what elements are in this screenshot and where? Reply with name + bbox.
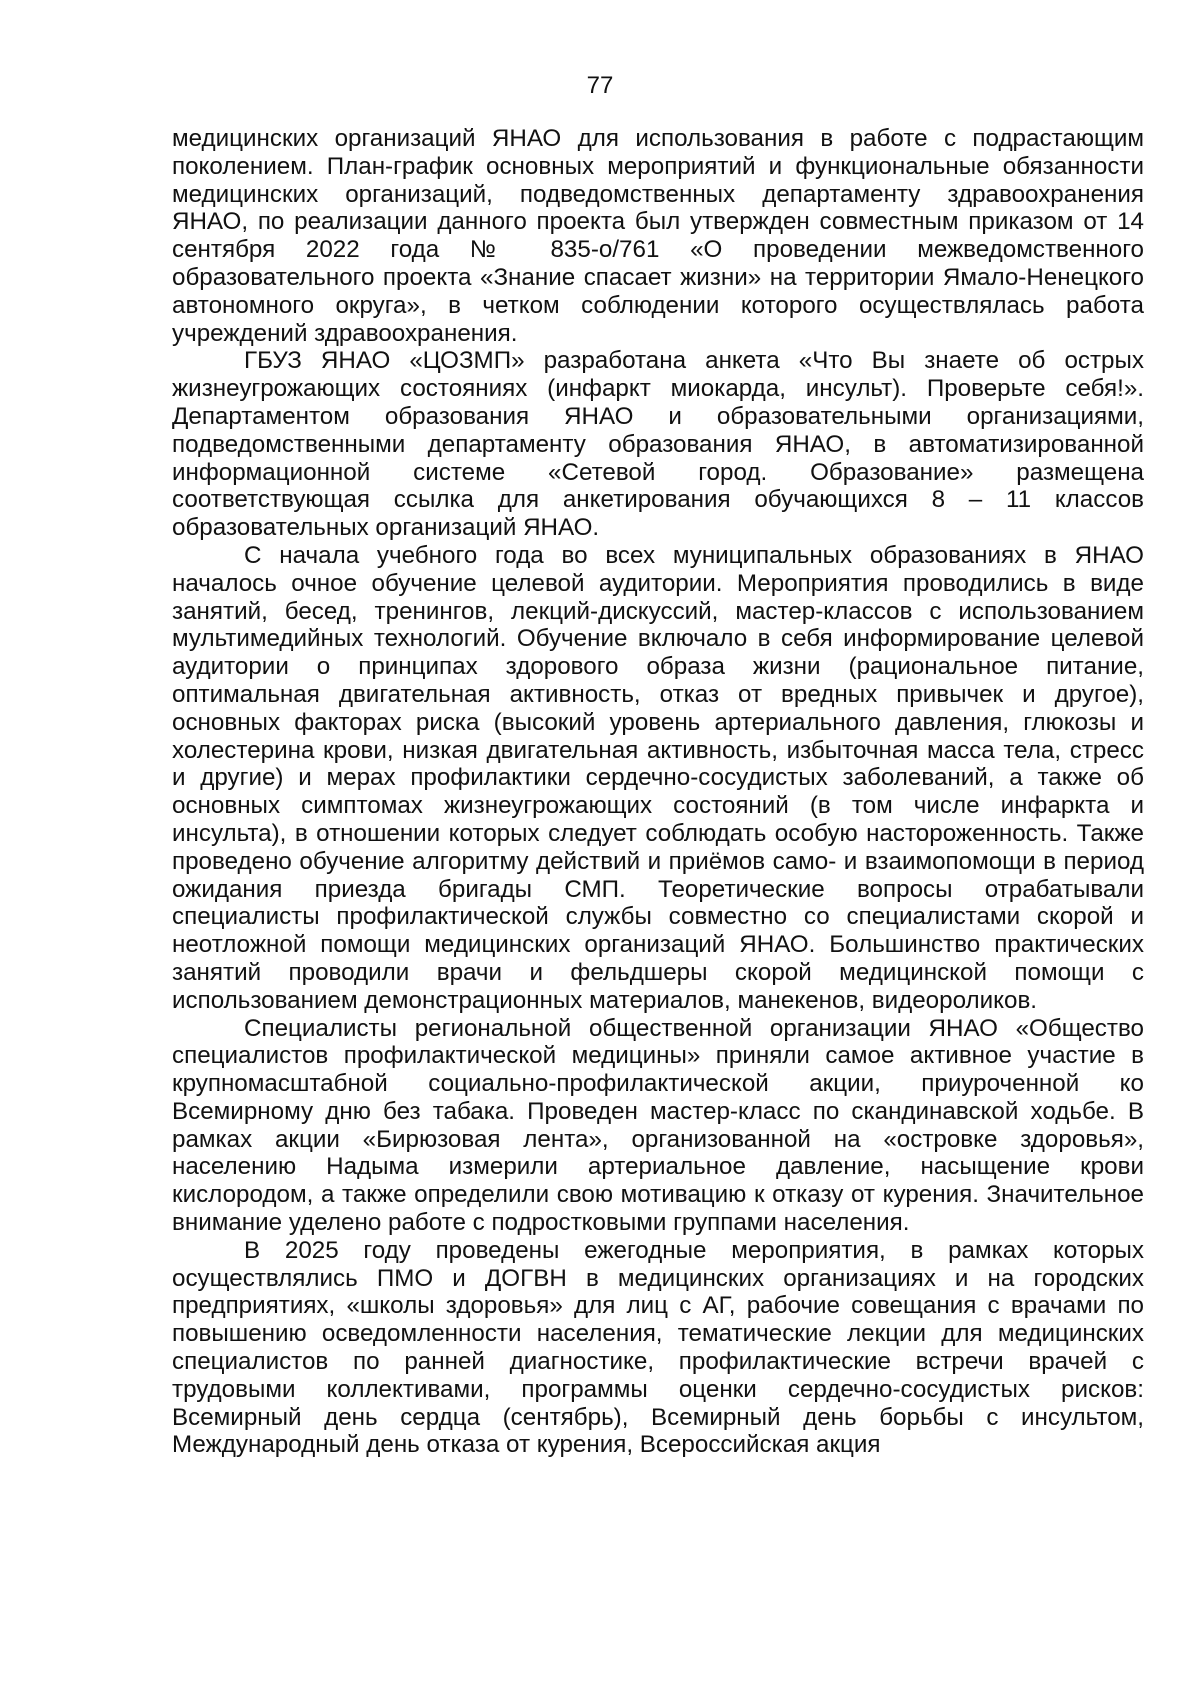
paragraph-1: медицинских организаций ЯНАО для использования в работе с подрастающим поколением. План-график основных мероприятий и функциональные обязанности медицинских организаций, подведомственных департаменту здравоохранения ЯНАО, по реализации данного проекта был утвержден совместным приказом от 14 сентября 2022 года № 835-о/761 «О проведении межведомственного образовательного проекта «Знание спасает жизни» на территории Ямало-Ненецкого автономного округа», в четком соблюдении которого осуществлялась работа учреждений здравоохранения. <box>172 125 1144 347</box>
paragraph-4: Специалисты региональной общественной организации ЯНАО «Общество специалистов профилактической медицины» приняли самое активное участие в крупномасштабной социально-профилактической акции, приуроченной ко Всемирному дню без табака. Проведен мастер-класс по скандинавской ходьбе. В рамках акции «Бирюзовая лента», организованной на «островке здоровья», населению Надыма измерили артериальное давление, насыщение крови кислородом, а также определили свою мотивацию к отказу от курения. Значительное внимание уделено работе с подростковыми группами населения. <box>172 1014 1144 1237</box>
paragraph-5: В 2025 году проведены ежегодные мероприятия, в рамках которых осуществлялись ПМО и ДОГВН в медицинских организациях и на городских предприятиях, «школы здоровья» для лиц с АГ, рабочие совещания с врачами по повышению осведомленности населения, тематические лекции для медицинских специалистов по ранней диагностике, профилактические встречи врачей с трудовыми коллективами, программы оценки сердечно-сосудистых рисков: Всемирный день сердца (сентябрь), Всемирный день борьбы с инсультом, Международный день отказа от курения, Всероссийская акция <box>172 1236 1144 1459</box>
paragraph-2: ГБУЗ ЯНАО «ЦОЗМП» разработана анкета «Что Вы знаете об острых жизнеугрожающих состояниях (инфаркт миокарда, инсульт). Проверьте себя!». Департаментом образования ЯНАО и образовательными организациями, подведомственными департаменту образования ЯНАО, в автоматизированной информационной системе «Сетевой город. Образование» размещена соответствующая ссылка для анкетирования обучающихся 8 – 11 классов образовательных организаций ЯНАО. <box>172 347 1144 542</box>
document-body <box>172 125 1144 1459</box>
page-number: 77 <box>586 72 614 99</box>
paragraph-3: С начала учебного года во всех муниципальных образованиях в ЯНАО началось очное обучение целевой аудитории. Мероприятия проводились в виде занятий, бесед, тренингов, лекций-дискуссий, мастер-классов с использованием мультимедийных технологий. Обучение включало в себя информирование целевой аудитории о принципах здорового образа жизни (рациональное питание, оптимальная двигательная активность, отказ от вредных привычек и другое), основных факторах риска (высокий уровень артериального давления, глюкозы и холестерина крови, низкая двигательная активность, избыточная масса тела, стресс и другие) и мерах профилактики сердечно-сосудистых заболеваний, а также об основных симптомах жизнеугрожающих состояний (в том числе инфаркта и инсульта), в отношении которых следует соблюдать особую настороженность. Также проведено обучение алгоритму действий и приёмов само- и взаимопомощи в период ожидания приезда бригады СМП. Теоретические вопросы отрабатывали специалисты профилактической службы совместно со специалистами скорой и неотложной помощи медицинских организаций ЯНАО. Большинство практических занятий проводили врачи и фельдшеры скорой медицинской помощи с использованием демонстрационных материалов, манекенов, видеороликов. <box>172 541 1144 1014</box>
